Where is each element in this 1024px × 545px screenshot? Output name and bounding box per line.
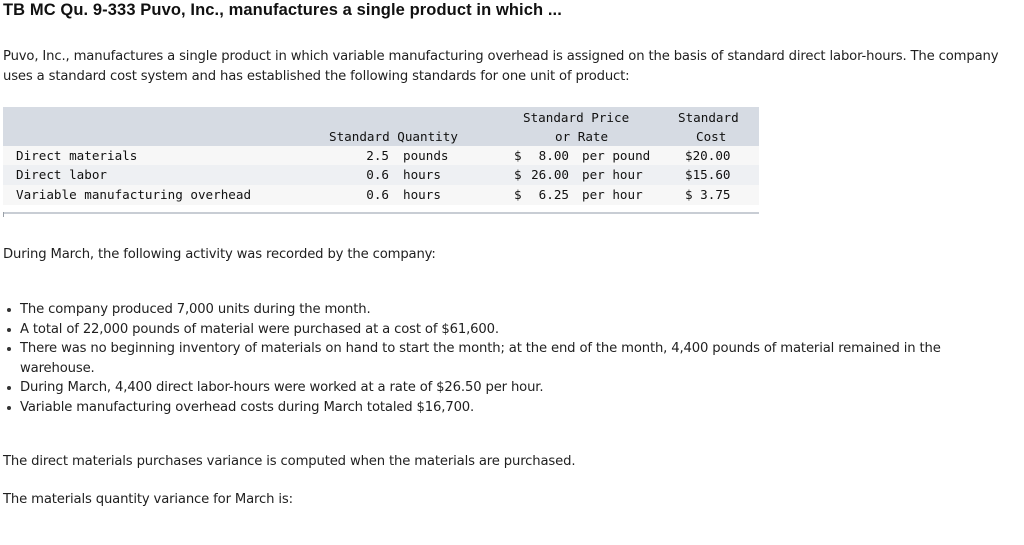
row-price: 6.25 [538,187,569,202]
row-cost: $15.60 [685,167,731,182]
row-label: Variable manufacturing overhead [16,187,252,202]
purchase-note: The direct materials purchases variance is computed when the materials are purchased. [3,454,576,469]
row-dollar-sign: $ [514,187,522,202]
row-label: Direct materials [16,148,138,163]
list-item: The company produced 7,000 units during the month. [3,300,1013,320]
header-standard: Standard [678,110,739,125]
row-cost: $ 3.75 [685,187,731,202]
row-price-unit: per hour [582,187,643,202]
row-quantity: 0.6 [366,167,389,182]
header-or-rate: or Rate [555,129,609,144]
row-quantity: 2.5 [366,148,389,163]
question-prompt: The materials quantity variance for March is: [3,492,293,507]
list-item: There was no beginning inventory of materials on hand to start the month; at the end of the month, 4,400 pounds of material remained in the warehouse. [3,339,1013,378]
row-price: 26.00 [531,167,569,182]
row-label: Direct labor [16,167,107,182]
list-item: During March, 4,400 direct labor-hours were worked at a rate of $26.50 per hour. [3,378,1013,398]
table-bottom-tick [3,212,4,217]
row-price: 8.00 [538,148,569,163]
header-standard-quantity: Standard Quantity [329,129,458,144]
question-title: TB MC Qu. 9-333 Puvo, Inc., manufactures a single product in which ... [3,1,562,19]
header-cost: Cost [696,129,727,144]
row-cost: $20.00 [685,148,731,163]
standards-table [3,107,759,218]
header-standard-price: Standard Price [523,110,630,125]
row-price-unit: per pound [582,148,651,163]
row-dollar-sign: $ [514,148,522,163]
row-quantity: 0.6 [366,187,389,202]
list-item: Variable manufacturing overhead costs during March totaled $16,700. [3,398,1013,418]
row-dollar-sign: $ [514,167,522,182]
row-quantity-unit: pounds [403,148,449,163]
activity-list [3,300,1013,417]
list-item: A total of 22,000 pounds of material were purchased at a cost of $61,600. [3,320,1013,340]
row-quantity-unit: hours [403,187,441,202]
table-bottom-rule [3,212,759,214]
row-quantity-unit: hours [403,167,441,182]
activity-intro: During March, the following activity was recorded by the company: [3,247,436,262]
row-price-unit: per hour [582,167,643,182]
intro-paragraph: Puvo, Inc., manufactures a single product in which variable manufacturing overhead is assigned on the basis of standard direct labor-hours. The company uses a standard cost system and has established the following standards for one unit of product: [3,49,999,84]
